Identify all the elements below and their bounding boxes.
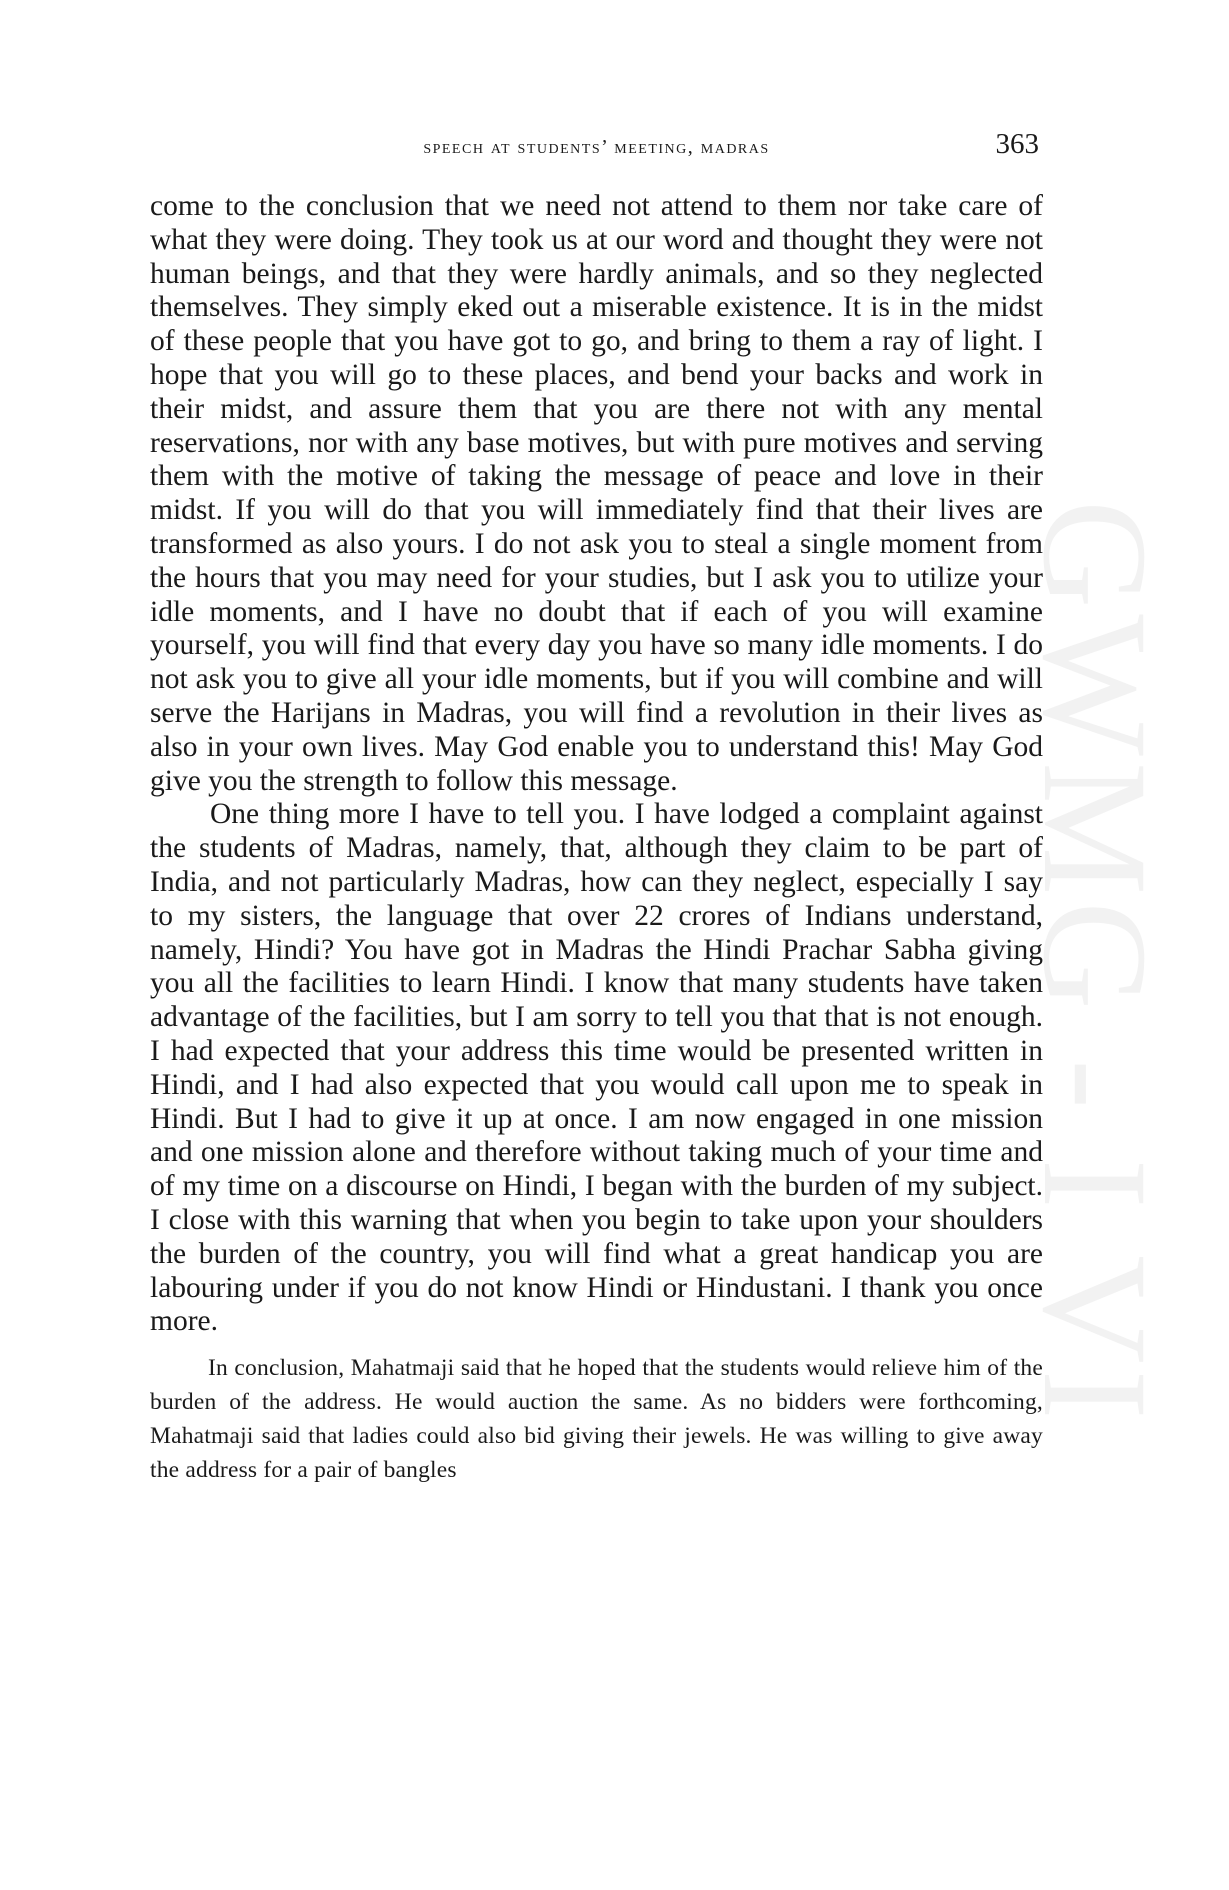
book-page [150, 128, 1043, 1487]
running-header [150, 128, 1043, 168]
report-paragraph: In conclusion, Mahatmaji said that he hoped that the students would relieve him of the burden of the address. He would auction the same. As no bidders were forthcoming, Mahatmaji said that ladies could also bid giving their jewels. He was willing to give away the address for a pair of bangles [150, 1355, 1043, 1484]
running-title: speech at students’ meeting, madras [423, 136, 770, 158]
watermark: GWMG - I VI [1012, 500, 1178, 1426]
report-text [150, 1351, 1043, 1487]
paragraph-2: One thing more I have to tell you. I have lodged a complaint against the students of Madras, namely, that, although they claim to be part of India, and not particularly Madras, how can they neglect, especially I say to my sisters, the language that over 22 crores of Indians understand, namely, Hindi? You have got in Madras the Hindi Prachar Sabha giving you all the facilities to learn Hindi. I know that many students have taken advantage of the facilities, but I am sorry to tell you that that is not enough. I had expected that your address this time would be presented written in Hindi, and I had also expected that you would call upon me to speak in Hindi. But I had to give it up at once. I am now engaged in one mission and one mission alone and therefore without taking much of your time and of my time on a discourse on Hindi, I began with the burden of my subject. I close with this warning that when you begin to take upon your shoulders the burden of the country, you will find what a great handicap you are labouring under if you do not know Hindi or Hindustani. I thank you once more. [150, 798, 1043, 1338]
paragraph-1: come to the conclusion that we need not attend to them nor take care of what they were doing. They took us at our word and thought they were not human beings, and that they were hardly animals, and so they neglected themselves. They simply eked out a miserable existence. It is in the midst of these people that you have got to go, and bring to them a ray of light. I hope that you will go to these places, and bend your backs and work in their midst, and assure them that you are there not with any mental reservations, nor with any base motives, but with pure motives and serving them with the motive of taking the message of peace and love in their midst. If you will do that you will immediately find that their lives are transformed as also yours. I do not ask you to steal a single moment from the hours that you may need for your studies, but I ask you to utilize your idle moments, and I have no doubt that if each of you will examine yourself, you will find that every day you have so many idle moments. I do not ask you to give all your idle moments, but if you will combine and will serve the Harijans in Madras, you will find a revolution in their lives as also in your own lives. May God enable you to understand this! May God give you the strength to follow this message. [150, 190, 1043, 797]
page-number: 363 [995, 128, 1039, 160]
speech-text [150, 190, 1043, 1339]
